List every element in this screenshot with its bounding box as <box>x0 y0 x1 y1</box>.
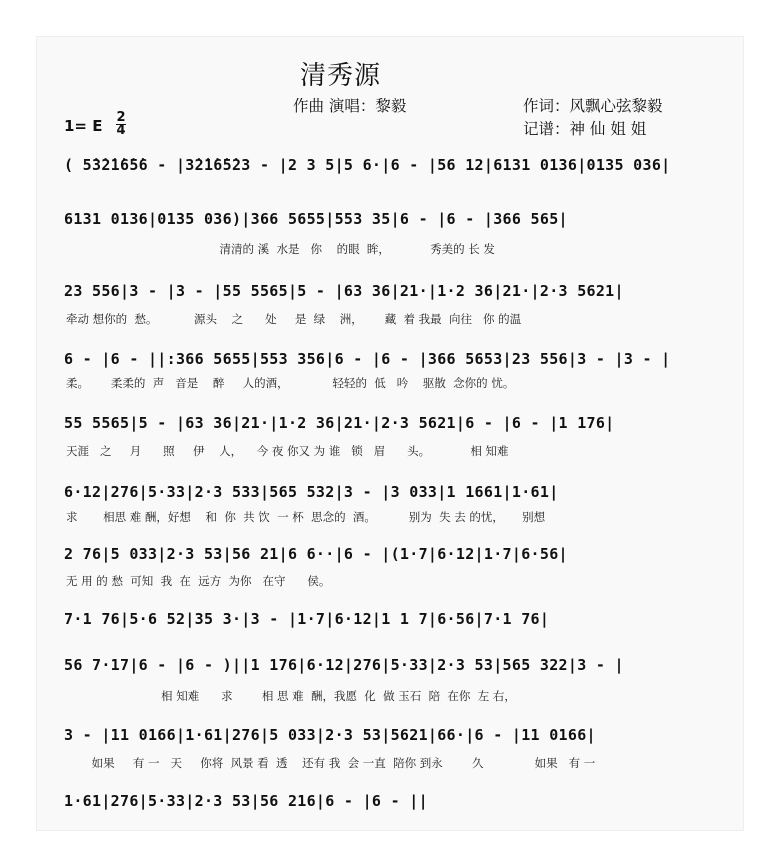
notation-row: 1·61|276|5·33|2·3 53|56 216|6 - |6 - || <box>64 792 428 810</box>
lyric-row: 天涯 之 月 照 伊 人， 今 夜 你又 为 谁 锁 眉 头。 相 知难 <box>66 444 509 458</box>
lyric-row: 相 知难 求 相 思 难 酬，我愿 化 做 玉石 陪 在你 左 右， <box>66 689 516 703</box>
composer-credit: 作曲 演唱：黎毅 <box>293 97 407 115</box>
time-signature-top: 2 <box>116 110 126 125</box>
song-title: 清秀源 <box>300 61 382 91</box>
notation-row: 6131 0136|0135 036)|366 5655|553 35|6 - |6 - |366 565| <box>64 210 568 228</box>
lyric-row: 求 相思 难 酬，好想 和 你 共 饮 一 杯 思念的 酒。 别为 失 去 的忧， 别想 <box>66 510 546 524</box>
lyric-row: 牵动 想你的 愁。 源头 之 处 是 绿 洲， 藏 着 我最 向往 你 的温 <box>66 312 522 326</box>
notation-row: 6 - |6 - ||:366 5655|553 356|6 - |6 - |366 5653|23 556|3 - |3 - | <box>64 350 671 368</box>
notation-row: 6·12|276|5·33|2·3 533|565 532|3 - |3 033|1 1661|1·61| <box>64 483 559 501</box>
time-signature-bottom: 4 <box>116 123 126 138</box>
notation-credit: 记谱：神 仙 姐 姐 <box>523 120 647 138</box>
lyric-row: 无 用 的 愁 可知 我 在 远方 为你 在守 侯。 <box>66 574 331 588</box>
lyric-row: 柔。 柔柔的 声 音是 醉 人的酒， 轻轻的 低 吟 驱散 念你的 忧。 <box>66 376 515 390</box>
notation-row: 2 76|5 033|2·3 53|56 21|6 6··|6 - |(1·7|6·12|1·7|6·56| <box>64 545 568 563</box>
time-signature <box>116 112 126 137</box>
notation-row: 23 556|3 - |3 - |55 5565|5 - |63 36|21·|1·2 36|21·|2·3 5621| <box>64 282 624 300</box>
notation-row: 56 7·17|6 - |6 - )||1 176|6·12|276|5·33|2·3 53|565 322|3 - | <box>64 656 624 674</box>
notation-row: ( 5̇3̇2̇1̇6̇5̇6 - |3̇2̇1̇6̇5̇23 - |2 3 5|5 6·|6 - |56 12|6131 0136|0135 036| <box>64 156 671 174</box>
lyric-row: 清清的 溪 水是 你 的眼 眸， 秀美的 长 发 <box>66 242 495 256</box>
key-signature: 1= E <box>64 117 103 135</box>
lyricist-credit: 作词：风飘心弦黎毅 <box>523 97 663 115</box>
lyric-row: 如果 有 一 天 你将 风景 看 透 还有 我 会 一直 陪你 到永 久 如果 有 一 <box>66 756 596 770</box>
notation-row: 55 5565|5 - |63 36|21·|1·2 36|21·|2·3 5621|6 - |6 - |1 176| <box>64 414 615 432</box>
notation-row: 3 - |11 0166|1·61|276|5 033|2·3 53|5621|66·|6 - |11 0166| <box>64 726 596 744</box>
notation-row: 7·1 76|5·6 52|35 3·|3 - |1·7|6·12|1 1 7|6·56|7·1 76| <box>64 610 550 628</box>
